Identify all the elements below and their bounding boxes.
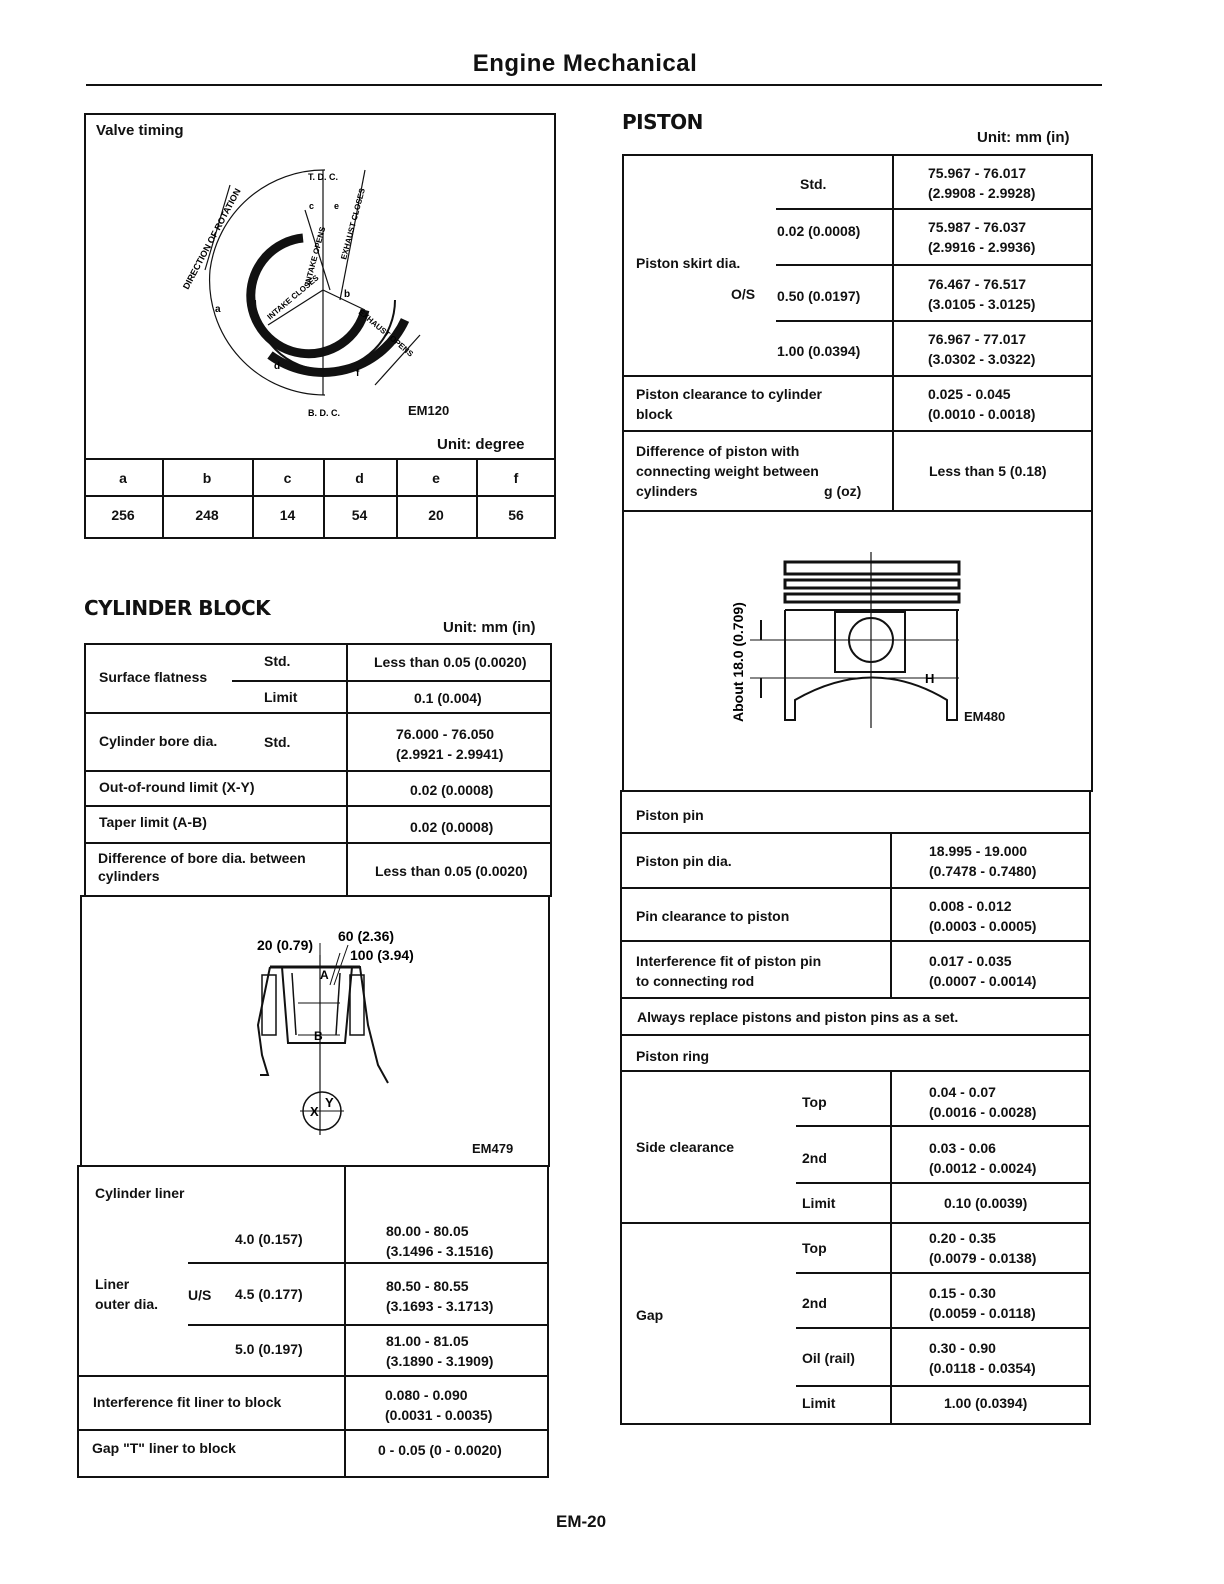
gap-row-value-2-1: (0.0059 - 0.0118) xyxy=(929,1305,1036,1321)
angle-a-label: a xyxy=(215,304,221,315)
page-header-title: Engine Mechanical xyxy=(472,50,698,77)
valve-timing-value-4: 20 xyxy=(428,507,444,523)
valve-timing-unit: Unit: degree xyxy=(437,436,525,453)
skirt-os-size-0: 0.02 (0.0008) xyxy=(777,223,861,239)
side-row-value-1-0: 0.04 - 0.07 xyxy=(929,1084,996,1100)
clearance-label-2: block xyxy=(636,406,673,422)
weight-label-3: cylinders xyxy=(636,483,698,499)
cylinder-label-b: B xyxy=(314,1029,323,1043)
valve-timing-figure-code: EM120 xyxy=(408,403,450,418)
weight-label-2: connecting weight between xyxy=(636,463,819,479)
skirt-os-value-1-0: 75.987 - 76.037 xyxy=(928,219,1027,235)
side-clearance-label: Side clearance xyxy=(636,1139,735,1155)
valve-timing-value-2: 14 xyxy=(279,507,296,523)
bore-diff-label-1: Difference of bore dia. between xyxy=(98,850,306,866)
ring-label: Piston ring xyxy=(636,1048,710,1064)
exhaust-opens-label: EXHAUST OPENS xyxy=(356,307,415,359)
pin-fit-value-1: 0.017 - 0.035 xyxy=(929,953,1012,969)
gap-label: Gap xyxy=(636,1307,664,1323)
taper-label: Taper limit (A-B) xyxy=(99,814,207,830)
pin-label: Piston pin xyxy=(636,807,704,823)
valve-timing-diagram xyxy=(170,150,460,430)
skirt-os-value-1-1: 76.467 - 76.517 xyxy=(928,276,1027,292)
pin-clear-value-1: 0.008 - 0.012 xyxy=(929,898,1012,914)
angle-b-label: b xyxy=(344,289,351,300)
skirt-os: O/S xyxy=(731,286,756,302)
skirt-os-value-1-2: 76.967 - 77.017 xyxy=(928,331,1027,347)
gap-row-name-1: 2nd xyxy=(802,1295,827,1311)
piston-title: PISTON xyxy=(622,110,703,134)
header-rule xyxy=(86,84,1102,86)
cylinder-dim-1: 20 (0.79) xyxy=(257,937,314,953)
gap-row-value-1-3: 1.00 (0.0394) xyxy=(944,1395,1028,1411)
valve-timing-value-1: 248 xyxy=(195,507,219,523)
valve-timing-value-3: 54 xyxy=(351,507,368,523)
side-row-name-0: Top xyxy=(802,1094,827,1110)
liner-value-2-2: (3.1890 - 3.1909) xyxy=(386,1353,494,1369)
bore-diff-label-2: cylinders xyxy=(98,868,160,884)
gap-t-label: Gap "T" liner to block xyxy=(92,1440,236,1456)
gap-row-value-2-2: (0.0118 - 0.0354) xyxy=(929,1360,1036,1376)
angle-e-label: e xyxy=(334,201,340,211)
tdc-label: T. D. C. xyxy=(308,172,339,182)
surface-flatness-limit-value: 0.1 (0.004) xyxy=(414,690,482,706)
pin-dia-value-1: 18.995 - 19.000 xyxy=(929,843,1028,859)
liner-size-1: 4.5 (0.177) xyxy=(235,1286,303,1302)
cylinder-label-a: A xyxy=(320,968,329,982)
taper-value: 0.02 (0.0008) xyxy=(410,819,494,835)
liner-size-0: 4.0 (0.157) xyxy=(235,1231,303,1247)
pin-clear-label: Pin clearance to piston xyxy=(636,908,790,924)
valve-timing-header-2: c xyxy=(283,470,292,486)
cylinder-liner-table xyxy=(77,1165,549,1478)
valve-timing-header-5: f xyxy=(513,470,519,486)
skirt-std-value-2: (2.9908 - 2.9928) xyxy=(928,185,1036,201)
intake-closes-label: INTAKE CLOSES xyxy=(265,273,321,322)
surface-flatness-std-value: Less than 0.05 (0.0020) xyxy=(374,654,527,670)
valve-timing-header-1: b xyxy=(202,470,212,486)
skirt-os-size-1: 0.50 (0.0197) xyxy=(777,288,861,304)
valve-timing-header-0: a xyxy=(119,470,127,486)
out-of-round-value: 0.02 (0.0008) xyxy=(410,782,494,798)
pin-dia-value-2: (0.7478 - 0.7480) xyxy=(929,863,1037,879)
gap-row-value-1-2: 0.30 - 0.90 xyxy=(929,1340,996,1356)
clearance-value-1: 0.025 - 0.045 xyxy=(928,386,1011,402)
skirt-label: Piston skirt dia. xyxy=(636,255,741,271)
clearance-label-1: Piston clearance to cylinder xyxy=(636,386,822,402)
intake-opens-label: INTAKE OPENS xyxy=(303,225,328,286)
angle-c-label: c xyxy=(309,201,315,211)
liner-size-2: 5.0 (0.197) xyxy=(235,1341,303,1357)
interference-label: Interference fit liner to block xyxy=(93,1394,282,1410)
pin-note: Always replace pistons and piston pins as a set. xyxy=(637,1009,959,1025)
weight-value: Less than 5 (0.18) xyxy=(929,463,1047,479)
weight-label-1: Difference of piston with xyxy=(636,443,800,459)
side-row-value-1-2: 0.10 (0.0039) xyxy=(944,1195,1028,1211)
liner-value-1-2: 81.00 - 81.05 xyxy=(386,1333,469,1349)
liner-value-1-1: 80.50 - 80.55 xyxy=(386,1278,469,1294)
gap-row-name-3: Limit xyxy=(802,1395,836,1411)
side-row-value-2-1: (0.0012 - 0.0024) xyxy=(929,1160,1037,1176)
angle-d-label: d xyxy=(274,361,281,372)
side-row-value-1-1: 0.03 - 0.06 xyxy=(929,1140,996,1156)
gap-row-name-2: Oil (rail) xyxy=(802,1350,855,1366)
cylinder-block-title: CYLINDER BLOCK xyxy=(84,596,271,620)
side-row-name-2: Limit xyxy=(802,1195,836,1211)
bore-value-2: (2.9921 - 2.9941) xyxy=(396,746,504,762)
piston-unit: Unit: mm (in) xyxy=(977,129,1070,146)
pin-fit-label-1: Interference fit of piston pin xyxy=(636,953,822,969)
pin-clear-value-2: (0.0003 - 0.0005) xyxy=(929,918,1037,934)
skirt-os-value-2-2: (3.0302 - 3.0322) xyxy=(928,351,1036,367)
valve-timing-value-0: 256 xyxy=(111,507,135,523)
cylinder-figure-code: EM479 xyxy=(472,1141,514,1156)
piston-dim: About 18.0 (0.709) xyxy=(730,602,746,722)
gap-row-value-1-0: 0.20 - 0.35 xyxy=(929,1230,996,1246)
bore-diff-value: Less than 0.05 (0.0020) xyxy=(375,863,528,879)
page-number: EM-20 xyxy=(556,1512,607,1531)
exhaust-closes-label: EXHAUST CLOSES xyxy=(339,187,367,261)
bore-value-1: 76.000 - 76.050 xyxy=(396,726,495,742)
pin-dia-label: Piston pin dia. xyxy=(636,853,732,869)
liner-value-2-1: (3.1693 - 3.1713) xyxy=(386,1298,494,1314)
piston-figure-code: EM480 xyxy=(964,709,1006,724)
cylinder-dim-3: 100 (3.94) xyxy=(350,947,414,963)
liner-value-2-0: (3.1496 - 3.1516) xyxy=(386,1243,494,1259)
bore-std-label: Std. xyxy=(264,734,291,750)
pin-fit-value-2: (0.0007 - 0.0014) xyxy=(929,973,1037,989)
side-row-name-1: 2nd xyxy=(802,1150,827,1166)
skirt-std-value-1: 75.967 - 76.017 xyxy=(928,165,1027,181)
liner-us: U/S xyxy=(188,1287,212,1303)
cylinder-diagram xyxy=(240,925,440,1140)
surface-flatness-std-label: Std. xyxy=(264,653,291,669)
skirt-std-label: Std. xyxy=(800,176,827,192)
side-row-value-2-0: (0.0016 - 0.0028) xyxy=(929,1104,1037,1120)
skirt-os-value-2-1: (3.0105 - 3.0125) xyxy=(928,296,1036,312)
out-of-round-label: Out-of-round limit (X-Y) xyxy=(99,779,255,795)
liner-outer-1: Liner xyxy=(95,1276,130,1292)
liner-value-1-0: 80.00 - 80.05 xyxy=(386,1223,469,1239)
valve-timing-title: Valve timing xyxy=(96,122,184,139)
gap-row-name-0: Top xyxy=(802,1240,827,1256)
gap-row-value-1-1: 0.15 - 0.30 xyxy=(929,1285,996,1301)
gap-t-value: 0 - 0.05 (0 - 0.0020) xyxy=(378,1442,502,1458)
weight-unit: g (oz) xyxy=(824,483,862,499)
liner-label: Cylinder liner xyxy=(95,1185,185,1201)
valve-timing-value-5: 56 xyxy=(508,507,524,523)
interference-value-1: 0.080 - 0.090 xyxy=(385,1387,468,1403)
gap-row-value-2-0: (0.0079 - 0.0138) xyxy=(929,1250,1037,1266)
clearance-value-2: (0.0010 - 0.0018) xyxy=(928,406,1036,422)
cylinder-dim-2: 60 (2.36) xyxy=(338,928,395,944)
cylinder-label-x: X xyxy=(310,1104,319,1119)
liner-outer-2: outer dia. xyxy=(95,1296,159,1312)
cylinder-label-y: Y xyxy=(325,1095,334,1110)
rotation-label: DIRECTION OF ROTATION xyxy=(180,186,243,291)
interference-value-2: (0.0031 - 0.0035) xyxy=(385,1407,493,1423)
pin-fit-label-2: to connecting rod xyxy=(636,973,755,989)
piston-h-label: H xyxy=(925,671,935,686)
angle-f-label: f xyxy=(356,368,360,379)
bdc-label: B. D. C. xyxy=(308,408,341,418)
piston-diagram xyxy=(725,550,965,730)
bore-label: Cylinder bore dia. xyxy=(99,733,218,749)
valve-timing-header-4: e xyxy=(432,470,440,486)
cylinder-block-unit: Unit: mm (in) xyxy=(443,619,536,636)
surface-flatness-limit-label: Limit xyxy=(264,689,298,705)
skirt-os-value-2-0: (2.9916 - 2.9936) xyxy=(928,239,1036,255)
surface-flatness-label: Surface flatness xyxy=(99,669,208,685)
valve-timing-header-3: d xyxy=(355,470,364,486)
skirt-os-size-2: 1.00 (0.0394) xyxy=(777,343,861,359)
